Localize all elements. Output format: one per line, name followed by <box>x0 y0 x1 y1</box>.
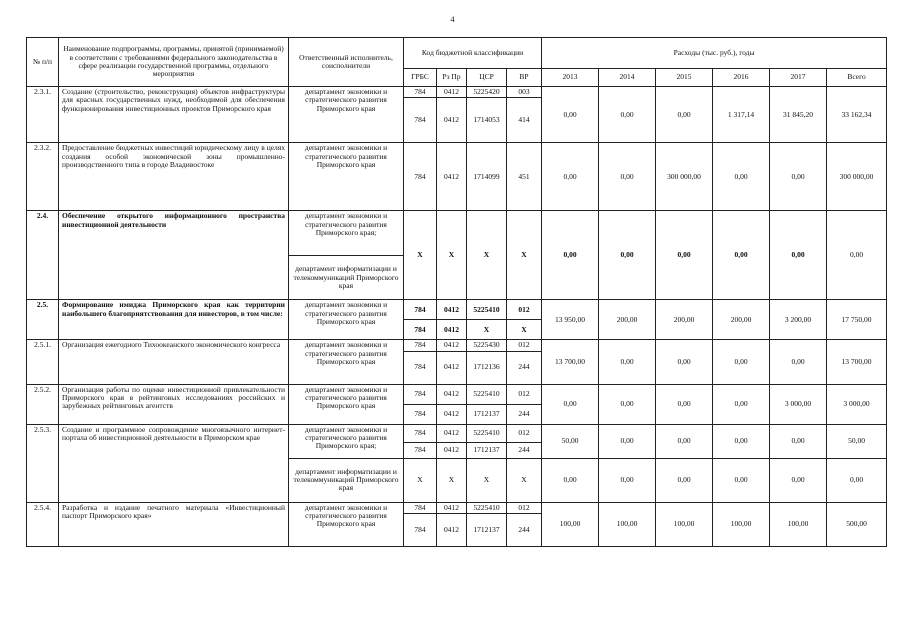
code-cell: 0412 <box>437 513 467 546</box>
page-number: 4 <box>450 15 455 24</box>
value-cell: 0,00 <box>599 211 656 300</box>
value-cell: 0,00 <box>713 340 770 384</box>
value-cell: 3 200,00 <box>770 300 827 340</box>
code-cell: 012 <box>507 424 542 442</box>
value-cell: 200,00 <box>656 300 713 340</box>
code-cell: 244 <box>507 404 542 424</box>
value-cell: 0,00 <box>713 424 770 458</box>
row-num: 2.5. <box>27 300 59 340</box>
row-executor: департамент экономики и стратегического развития Приморского края; <box>289 211 404 256</box>
row-name: Обеспечение открытого информационного пространства инвестиционной деятельности <box>59 211 289 300</box>
code-cell: Х <box>507 211 542 300</box>
table-row <box>27 424 887 442</box>
value-cell: 0,00 <box>827 458 887 502</box>
value-cell: 1 317,14 <box>713 87 770 143</box>
code-cell: 0412 <box>437 320 467 340</box>
code-cell: Х <box>507 458 542 502</box>
code-cell: 5225410 <box>467 502 507 513</box>
table-row <box>27 87 887 98</box>
code-cell: 784 <box>404 300 437 320</box>
header-code: ВР <box>507 69 542 87</box>
header-num: № п/п <box>27 38 59 87</box>
header-year: 2015 <box>656 69 713 87</box>
code-cell: 1712136 <box>467 351 507 384</box>
value-cell: 500,00 <box>827 502 887 546</box>
code-cell: 784 <box>404 87 437 98</box>
row-name: Создание (строительство, реконструкция) объектов инфраструктуры для красных государственных нужд, необходимой для обеспечения функционирования инвестиционных проектов Приморского края <box>59 87 289 143</box>
value-cell: 0,00 <box>656 211 713 300</box>
row-name: Организация ежегодного Тихоокеанского экономического конгресса <box>59 340 289 384</box>
value-cell: 100,00 <box>542 502 599 546</box>
header-code: ЦСР <box>467 69 507 87</box>
row-executor: департамент экономики и стратегического развития Приморского края; <box>289 424 404 458</box>
row-num: 2.5.2. <box>27 384 59 424</box>
code-cell: Х <box>467 458 507 502</box>
row-executor: департамент экономики и стратегического развития Приморского края <box>289 340 404 384</box>
value-cell: 0,00 <box>770 458 827 502</box>
code-cell: 1712137 <box>467 442 507 458</box>
value-cell: 100,00 <box>599 502 656 546</box>
value-cell: 0,00 <box>542 211 599 300</box>
row-name: Организация работы по оценке инвестиционной привлекательности Приморского края в рейтинговых исследованиях российских и зарубежных рейтинговых агентств <box>59 384 289 424</box>
code-cell: 244 <box>507 442 542 458</box>
code-cell: 0412 <box>437 424 467 442</box>
value-cell: 0,00 <box>713 143 770 211</box>
row-executor: департамент экономики и стратегического развития Приморского края <box>289 143 404 211</box>
header-name: Наименование подпрограммы, программы, принятой (принимаемой) в соответствии с требованиями федерального законодательства в сфере реализации государственной программы, отдельного мероприятия <box>59 38 289 87</box>
code-cell: 784 <box>404 351 437 384</box>
code-cell: 1712137 <box>467 404 507 424</box>
code-cell: 0412 <box>437 351 467 384</box>
code-cell: 0412 <box>437 87 467 98</box>
value-cell: 300 000,00 <box>656 143 713 211</box>
header-budget-code: Код бюджетной классификации <box>404 38 542 69</box>
table-row <box>27 384 887 404</box>
header-year: 2017 <box>770 69 827 87</box>
value-cell: 0,00 <box>599 143 656 211</box>
row-executor: департамент информатизации и телекоммуникаций Приморского края <box>289 458 404 502</box>
value-cell: 100,00 <box>770 502 827 546</box>
header-expenses: Расходы (тыс. руб.), годы <box>542 38 887 69</box>
code-cell: 012 <box>507 384 542 404</box>
table-row <box>27 211 887 256</box>
value-cell: 100,00 <box>656 502 713 546</box>
code-cell: Х <box>437 211 467 300</box>
value-cell: 0,00 <box>827 211 887 300</box>
value-cell: 0,00 <box>770 340 827 384</box>
code-cell: 012 <box>507 340 542 351</box>
row-executor: департамент информатизации и телекоммуникаций Приморского края <box>289 256 404 300</box>
header-year: 2014 <box>599 69 656 87</box>
value-cell: 0,00 <box>599 458 656 502</box>
row-name: Предоставление бюджетных инвестиций юридическому лицу в целях создания особой экономической зоны промышленно-производственного типа в городе Владивостоке <box>59 143 289 211</box>
header-year: 2016 <box>713 69 770 87</box>
row-executor: департамент экономики и стратегического развития Приморского края <box>289 87 404 143</box>
code-cell: Х <box>437 458 467 502</box>
table-row <box>27 300 887 320</box>
value-cell: 0,00 <box>599 340 656 384</box>
code-cell: 784 <box>404 424 437 442</box>
value-cell: 0,00 <box>713 458 770 502</box>
code-cell: 784 <box>404 404 437 424</box>
code-cell: 0412 <box>437 442 467 458</box>
value-cell: 50,00 <box>827 424 887 458</box>
code-cell: 784 <box>404 340 437 351</box>
code-cell: Х <box>404 458 437 502</box>
code-cell: 784 <box>404 384 437 404</box>
row-num: 2.5.4. <box>27 502 59 546</box>
row-executor: департамент экономики и стратегического развития Приморского края <box>289 384 404 424</box>
code-cell: 784 <box>404 320 437 340</box>
code-cell: 5225410 <box>467 384 507 404</box>
value-cell: 3 000,00 <box>770 384 827 424</box>
value-cell: 0,00 <box>656 384 713 424</box>
value-cell: 100,00 <box>713 502 770 546</box>
value-cell: 0,00 <box>599 424 656 458</box>
header-code: ГРБС <box>404 69 437 87</box>
value-cell: 33 162,34 <box>827 87 887 143</box>
row-num: 2.5.1. <box>27 340 59 384</box>
code-cell: 5225410 <box>467 424 507 442</box>
value-cell: 0,00 <box>542 143 599 211</box>
code-cell: 0412 <box>437 340 467 351</box>
value-cell: 31 845,20 <box>770 87 827 143</box>
row-num: 2.5.3. <box>27 424 59 502</box>
value-cell: 200,00 <box>599 300 656 340</box>
code-cell: 1714053 <box>467 98 507 143</box>
code-cell: 012 <box>507 502 542 513</box>
value-cell: 0,00 <box>542 87 599 143</box>
row-executor: департамент экономики и стратегического развития Приморского края <box>289 502 404 546</box>
value-cell: 0,00 <box>542 458 599 502</box>
code-cell: 0412 <box>437 98 467 143</box>
value-cell: 0,00 <box>599 87 656 143</box>
header-row <box>27 38 887 69</box>
code-cell: 5225420 <box>467 87 507 98</box>
row-num: 2.4. <box>27 211 59 300</box>
code-cell: Х <box>507 320 542 340</box>
row-num: 2.3.2. <box>27 143 59 211</box>
code-cell: 003 <box>507 87 542 98</box>
code-cell: 012 <box>507 300 542 320</box>
code-cell: 244 <box>507 513 542 546</box>
code-cell: 784 <box>404 442 437 458</box>
code-cell: Х <box>404 211 437 300</box>
row-executor: департамент экономики и стратегического развития Приморского края <box>289 300 404 340</box>
row-name: Формирование имиджа Приморского края как территории наибольшего благоприятствования для инвесторов, в том числе: <box>59 300 289 340</box>
value-cell: 0,00 <box>599 384 656 424</box>
value-cell: 0,00 <box>656 458 713 502</box>
value-cell: 0,00 <box>656 340 713 384</box>
table-row <box>27 340 887 351</box>
value-cell: 300 000,00 <box>827 143 887 211</box>
code-cell: 784 <box>404 502 437 513</box>
value-cell: 13 700,00 <box>542 340 599 384</box>
row-num: 2.3.1. <box>27 87 59 143</box>
value-cell: 17 750,00 <box>827 300 887 340</box>
value-cell: 50,00 <box>542 424 599 458</box>
program-expenses-table <box>26 37 887 547</box>
code-cell: Х <box>467 211 507 300</box>
code-cell: 244 <box>507 351 542 384</box>
code-cell: 0412 <box>437 384 467 404</box>
code-cell: 0412 <box>437 143 467 211</box>
header-year: 2013 <box>542 69 599 87</box>
table-row <box>27 143 887 211</box>
value-cell: 13 950,00 <box>542 300 599 340</box>
value-cell: 0,00 <box>770 424 827 458</box>
value-cell: 0,00 <box>542 384 599 424</box>
value-cell: 0,00 <box>656 424 713 458</box>
value-cell: 0,00 <box>713 384 770 424</box>
code-cell: 0412 <box>437 300 467 320</box>
header-executor: Ответственный исполнитель, соисполнители <box>289 38 404 87</box>
value-cell: 200,00 <box>713 300 770 340</box>
value-cell: 0,00 <box>656 87 713 143</box>
value-cell: 13 700,00 <box>827 340 887 384</box>
value-cell: 0,00 <box>770 211 827 300</box>
code-cell: 5225410 <box>467 300 507 320</box>
header-year: Всего <box>827 69 887 87</box>
value-cell: 0,00 <box>770 143 827 211</box>
code-cell: 414 <box>507 98 542 143</box>
code-cell: 784 <box>404 513 437 546</box>
code-cell: Х <box>467 320 507 340</box>
code-cell: 1714099 <box>467 143 507 211</box>
code-cell: 784 <box>404 98 437 143</box>
code-cell: 784 <box>404 143 437 211</box>
header-code: Рз Пр <box>437 69 467 87</box>
code-cell: 0412 <box>437 502 467 513</box>
row-name: Создание и программное сопровождение многоязычного интернет-портала об инвестиционной деятельности в Приморском крае <box>59 424 289 502</box>
row-name: Разработка и издание печатного материала «Инвестиционный паспорт Приморского края» <box>59 502 289 546</box>
value-cell: 0,00 <box>713 211 770 300</box>
code-cell: 0412 <box>437 404 467 424</box>
code-cell: 5225430 <box>467 340 507 351</box>
code-cell: 451 <box>507 143 542 211</box>
value-cell: 3 000,00 <box>827 384 887 424</box>
table-row <box>27 502 887 513</box>
code-cell: 1712137 <box>467 513 507 546</box>
